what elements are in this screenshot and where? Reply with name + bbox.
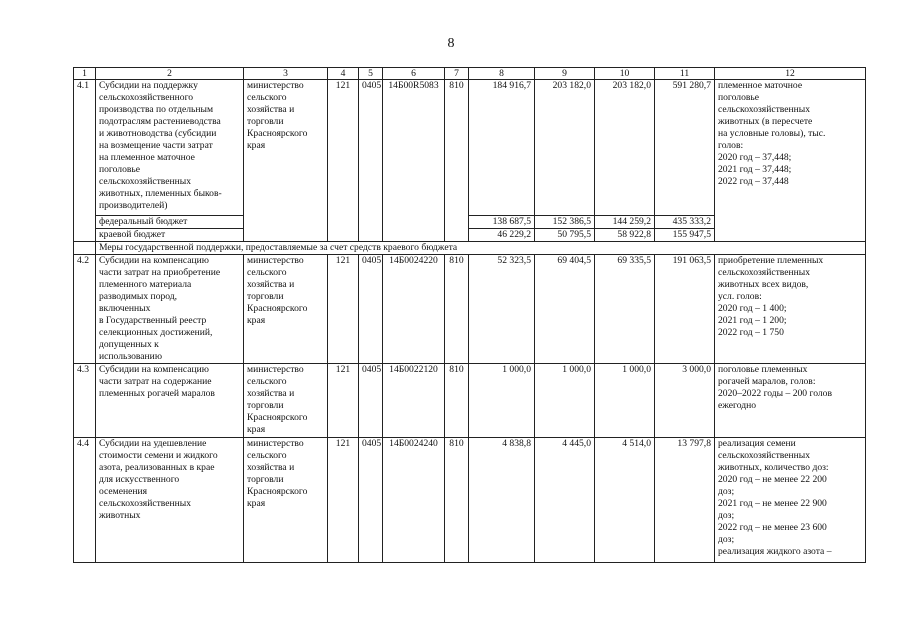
measure-name: Субсидии на удешевление стоимости семени и жидкого азота, реализованных в крае для искусственного осеменения сельскохозяйственных животных <box>96 438 244 563</box>
amount-2021: 50 795,5 <box>535 229 595 242</box>
amount-2022: 203 182,0 <box>595 80 655 216</box>
col-header: 10 <box>595 68 655 80</box>
amount-2022: 1 000,0 <box>595 364 655 438</box>
amount-2020: 138 687,5 <box>469 216 535 229</box>
sub-row-label: краевой бюджет <box>96 229 244 242</box>
code-target: 14Б0022120 <box>383 364 445 438</box>
row-number: 4.3 <box>74 364 96 438</box>
code-target: 14Б0024220 <box>383 255 445 364</box>
amount-total: 191 063,5 <box>655 255 715 364</box>
code-section: 0405 <box>359 438 383 563</box>
amount-2020: 1 000,0 <box>469 364 535 438</box>
code-target: 14Б00R5083 <box>383 80 445 242</box>
row-number: 4.1 <box>74 80 96 242</box>
row-number: 4.4 <box>74 438 96 563</box>
table-row <box>74 255 866 364</box>
amount-2022: 4 514,0 <box>595 438 655 563</box>
amount-2021: 203 182,0 <box>535 80 595 216</box>
column-number-row <box>74 68 866 80</box>
amount-total: 13 797,8 <box>655 438 715 563</box>
code-expense: 810 <box>445 80 469 242</box>
amount-2020: 4 838,8 <box>469 438 535 563</box>
amount-2020: 46 229,2 <box>469 229 535 242</box>
amount-2020: 184 916,7 <box>469 80 535 216</box>
expected-result: племенное маточное поголовье сельскохозяйственных животных (в пересчете на условные головы), тыс. голов: 2020 год – 37,448; 2021 год – 37,448; 2022 год – 37,448 <box>715 80 866 242</box>
expected-result: поголовье племенных рогачей маралов, голов: 2020–2022 годы – 200 голов ежегодно <box>715 364 866 438</box>
code-expense: 810 <box>445 364 469 438</box>
col-header: 5 <box>359 68 383 80</box>
section-title: Меры государственной поддержки, предоставляемые за счет средств краевого бюджета <box>96 242 866 255</box>
page-number: 8 <box>447 36 455 51</box>
amount-2021: 152 386,5 <box>535 216 595 229</box>
responsible-org: министерство сельского хозяйства и торговли Красноярского края <box>244 364 328 438</box>
amount-2021: 4 445,0 <box>535 438 595 563</box>
measure-name: Субсидии на поддержку сельскохозяйственного производства по отдельным подотраслям растениеводства и животноводства (субсидии на возмещение части затрат на племенное маточное поголовье сельскохозяйственных животных, племенных быков- производителей) <box>96 80 244 216</box>
section-row <box>74 242 866 255</box>
col-header: 4 <box>328 68 359 80</box>
col-header: 3 <box>244 68 328 80</box>
responsible-org: министерство сельского хозяйства и торговли Красноярского края <box>244 80 328 242</box>
amount-2020: 52 323,5 <box>469 255 535 364</box>
code-grbs: 121 <box>328 80 359 242</box>
col-header: 1 <box>74 68 96 80</box>
expected-result: приобретение племенных сельскохозяйственных животных всех видов, усл. голов: 2020 год – 1 400; 2021 год – 1 200; 2022 год – 1 750 <box>715 255 866 364</box>
amount-2021: 1 000,0 <box>535 364 595 438</box>
program-table <box>73 67 866 563</box>
table-row <box>74 364 866 438</box>
amount-total: 155 947,5 <box>655 229 715 242</box>
code-grbs: 121 <box>328 255 359 364</box>
code-expense: 810 <box>445 438 469 563</box>
measure-name: Субсидии на компенсацию части затрат на приобретение племенного материала разводимых пород, включенных в Государственный реестр селекционных достижений, допущенных к использованию <box>96 255 244 364</box>
col-header: 8 <box>469 68 535 80</box>
code-section: 0405 <box>359 80 383 242</box>
col-header: 2 <box>96 68 244 80</box>
amount-total: 3 000,0 <box>655 364 715 438</box>
amount-2022: 58 922,8 <box>595 229 655 242</box>
amount-2022: 144 259,2 <box>595 216 655 229</box>
code-grbs: 121 <box>328 364 359 438</box>
amount-2021: 69 404,5 <box>535 255 595 364</box>
col-header: 9 <box>535 68 595 80</box>
amount-2022: 69 335,5 <box>595 255 655 364</box>
code-section: 0405 <box>359 255 383 364</box>
table-row <box>74 438 866 563</box>
expected-result: реализация семени сельскохозяйственных животных, количество доз: 2020 год – не менее 22 200 доз; 2021 год – не менее 22 900 доз; 2022 год – не менее 23 600 доз; реализация жидкого азота – <box>715 438 866 563</box>
row-number: 4.2 <box>74 255 96 364</box>
measure-name: Субсидии на компенсацию части затрат на содержание племенных рогачей маралов <box>96 364 244 438</box>
amount-total: 435 333,2 <box>655 216 715 229</box>
sub-row-label: федеральный бюджет <box>96 216 244 229</box>
responsible-org: министерство сельского хозяйства и торговли Красноярского края <box>244 438 328 563</box>
code-target: 14Б0024240 <box>383 438 445 563</box>
responsible-org: министерство сельского хозяйства и торговли Красноярского края <box>244 255 328 364</box>
code-expense: 810 <box>445 255 469 364</box>
table-row <box>74 80 866 216</box>
col-header: 11 <box>655 68 715 80</box>
code-section: 0405 <box>359 364 383 438</box>
col-header: 7 <box>445 68 469 80</box>
code-grbs: 121 <box>328 438 359 563</box>
amount-total: 591 280,7 <box>655 80 715 216</box>
col-header: 12 <box>715 68 866 80</box>
col-header: 6 <box>383 68 445 80</box>
